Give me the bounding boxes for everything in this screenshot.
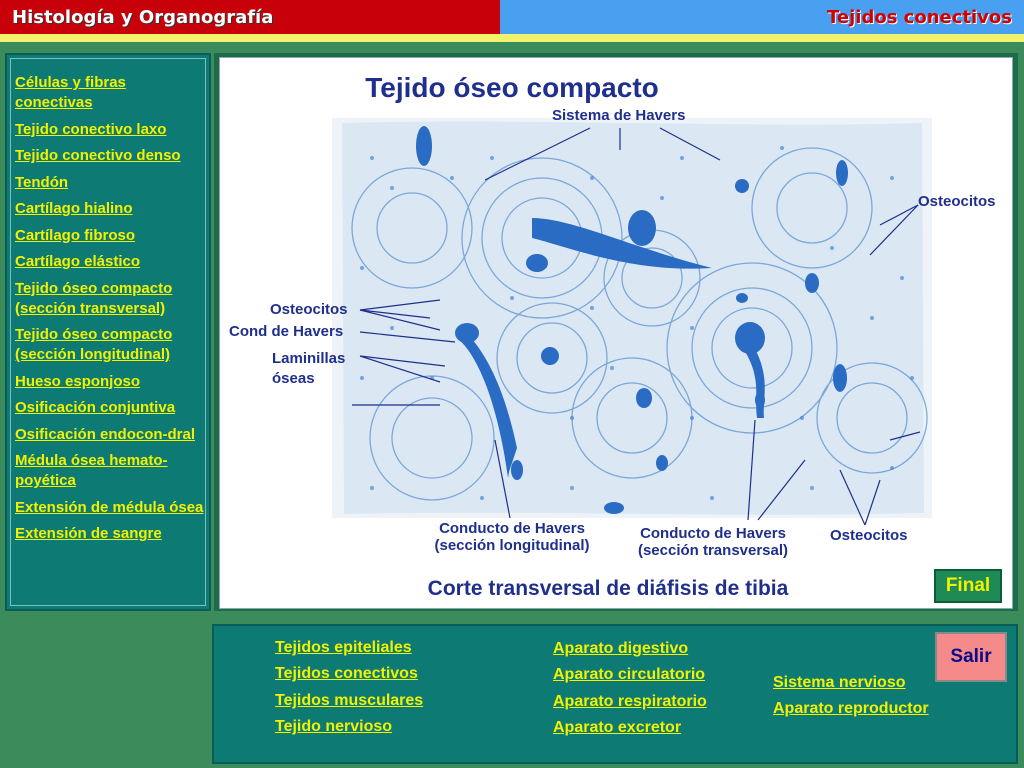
sidebar-item-osificacion-conjuntiva[interactable]: Osificación conjuntiva (15, 399, 176, 416)
label-conducto-long-line1: Conducto de Havers (439, 520, 585, 537)
nav-aparato-respiratorio[interactable]: Aparato respiratorio (553, 693, 707, 710)
label-osteocitos-left: Osteocitos (270, 301, 348, 318)
sidebar-item-hueso-esponjoso[interactable]: Hueso esponjoso (15, 372, 141, 390)
nav-aparato-excretor[interactable]: Aparato excretor (553, 719, 682, 736)
label-conducto-trans (622, 525, 804, 559)
label-oseas: óseas (272, 370, 315, 387)
app-title: Histología y Organografía (12, 7, 274, 28)
label-sistema-havers: Sistema de Havers (552, 107, 686, 124)
sidebar-item-cartilago-hialino[interactable]: Cartílago hialino (15, 200, 133, 217)
label-cond-havers: Cond de Havers (229, 323, 344, 340)
nav-aparato-reproductor[interactable]: Aparato reproductor (773, 700, 929, 717)
nav-aparato-circulatorio[interactable]: Aparato circulatorio (553, 666, 706, 683)
label-conducto-trans-line2: (sección transversal) (637, 542, 789, 559)
sidebar-item-osificacion-endocondral[interactable]: Osificación endocon-dral (15, 425, 196, 443)
slide-caption: Corte transversal de diáfisis de tibia (427, 577, 789, 600)
sidebar-item-oseo-transversal[interactable]: Tejido óseo compacto (sección transversal) (15, 279, 173, 317)
nav-tejidos-conectivos[interactable]: Tejidos conectivos (275, 665, 418, 682)
sidebar-item-cartilago-elastico[interactable]: Cartílago elástico (15, 253, 141, 270)
nav-tejidos-epiteliales[interactable]: Tejidos epiteliales (275, 639, 412, 656)
label-conducto-long-line2: (sección longitudinal) (434, 537, 590, 554)
sidebar-item-oseo-longitudinal[interactable]: Tejido óseo compacto (sección longitudinal) (15, 326, 173, 363)
label-conducto-trans-line1: Conducto de Havers (640, 525, 786, 542)
section-title: Tejidos conectivos (827, 7, 1012, 28)
label-conducto-long (420, 520, 604, 554)
label-laminillas: Laminillas (272, 350, 346, 367)
nav-tejidos-musculares[interactable]: Tejidos musculares (275, 692, 424, 709)
label-osteocitos-bottom: Osteocitos (830, 527, 908, 544)
final-button[interactable]: Final (934, 569, 1002, 603)
sidebar-item-medula-hematopoyetica[interactable]: Médula ósea hemato-poyética (15, 452, 168, 489)
nav-aparato-digestivo[interactable]: Aparato digestivo (553, 640, 689, 657)
slide-title: Tejido óseo compacto (365, 72, 659, 103)
sidebar-item-celulas-fibras[interactable]: Células y fibras conectivas (15, 74, 126, 111)
sidebar-item-cartilago-fibroso[interactable]: Cartílago fibroso (15, 226, 136, 244)
sidebar-item-extension-sangre[interactable]: Extensión de sangre (15, 525, 162, 542)
nav-sistema-nervioso[interactable]: Sistema nervioso (773, 674, 906, 691)
salir-button[interactable]: Salir (935, 632, 1007, 682)
sidebar-item-tejido-denso[interactable]: Tejido conectivo denso (15, 147, 181, 164)
label-osteocitos-right: Osteocitos (918, 193, 996, 210)
sidebar-item-tejido-laxo[interactable]: Tejido conectivo laxo (15, 120, 167, 138)
nav-tejido-nervioso[interactable]: Tejido nervioso (275, 718, 393, 735)
sidebar-item-tendon[interactable]: Tendón (15, 173, 69, 191)
sidebar-item-extension-medula[interactable]: Extensión de médula ósea (15, 498, 204, 516)
